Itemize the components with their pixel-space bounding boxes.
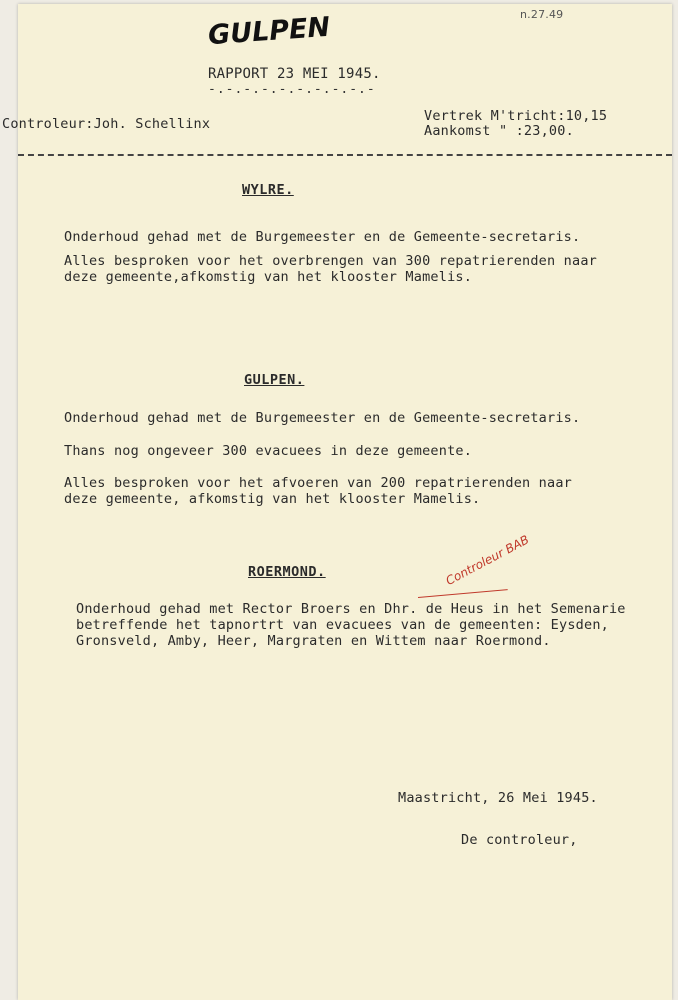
document-page (2, 4, 672, 1000)
section-line: Thans nog ongeveer 300 evacuees in deze gemeente. (64, 443, 473, 459)
section-heading: WYLRE. (242, 182, 294, 198)
section-line: deze gemeente, afkomstig van het klooster Mamelis. (64, 491, 481, 507)
section-heading: GULPEN. (244, 372, 305, 388)
report-title: RAPPORT 23 MEI 1945. (208, 66, 381, 82)
section-line: betreffende het tapnortrt van evacuees van de gemeenten: Eysden, (76, 617, 609, 633)
section-line: Onderhoud gehad met de Burgemeester en de Gemeente-secretaris. (64, 410, 581, 426)
section-line: Alles besproken voor het afvoeren van 200 repatrierenden naar (64, 475, 572, 491)
section-line: Alles besproken voor het overbrengen van 300 repatrierenden naar (64, 253, 597, 269)
controller-line: Controleur:Joh. Schellinx (2, 116, 211, 132)
section-line: Onderhoud gehad met de Burgemeester en de Gemeente-secretaris. (64, 229, 581, 245)
section-line: Gronsveld, Amby, Heer, Margraten en Wittem naar Roermond. (76, 633, 551, 649)
section-line: deze gemeente,afkomstig van het klooster Mamelis. (64, 269, 473, 285)
place-date: Maastricht, 26 Mei 1945. (398, 790, 598, 806)
arrival-line: Aankomst " :23,00. (424, 123, 574, 139)
departure-line: Vertrek M'tricht:10,15 (424, 108, 608, 124)
section-line: Onderhoud gehad met Rector Broers en Dhr. de Heus in het Semenarie (76, 601, 626, 617)
separator-line (18, 154, 672, 156)
section-heading: ROERMOND. (248, 564, 326, 580)
corner-note: n.27.49 (520, 8, 564, 21)
red-underline-mark (418, 589, 508, 598)
title-underline: -.-.-.-.-.-.-.-.-.- (208, 82, 376, 97)
signature-line: De controleur, (461, 832, 578, 848)
red-annotation: Controleur BAB (443, 532, 532, 588)
handwritten-title: GULPEN (207, 11, 332, 52)
